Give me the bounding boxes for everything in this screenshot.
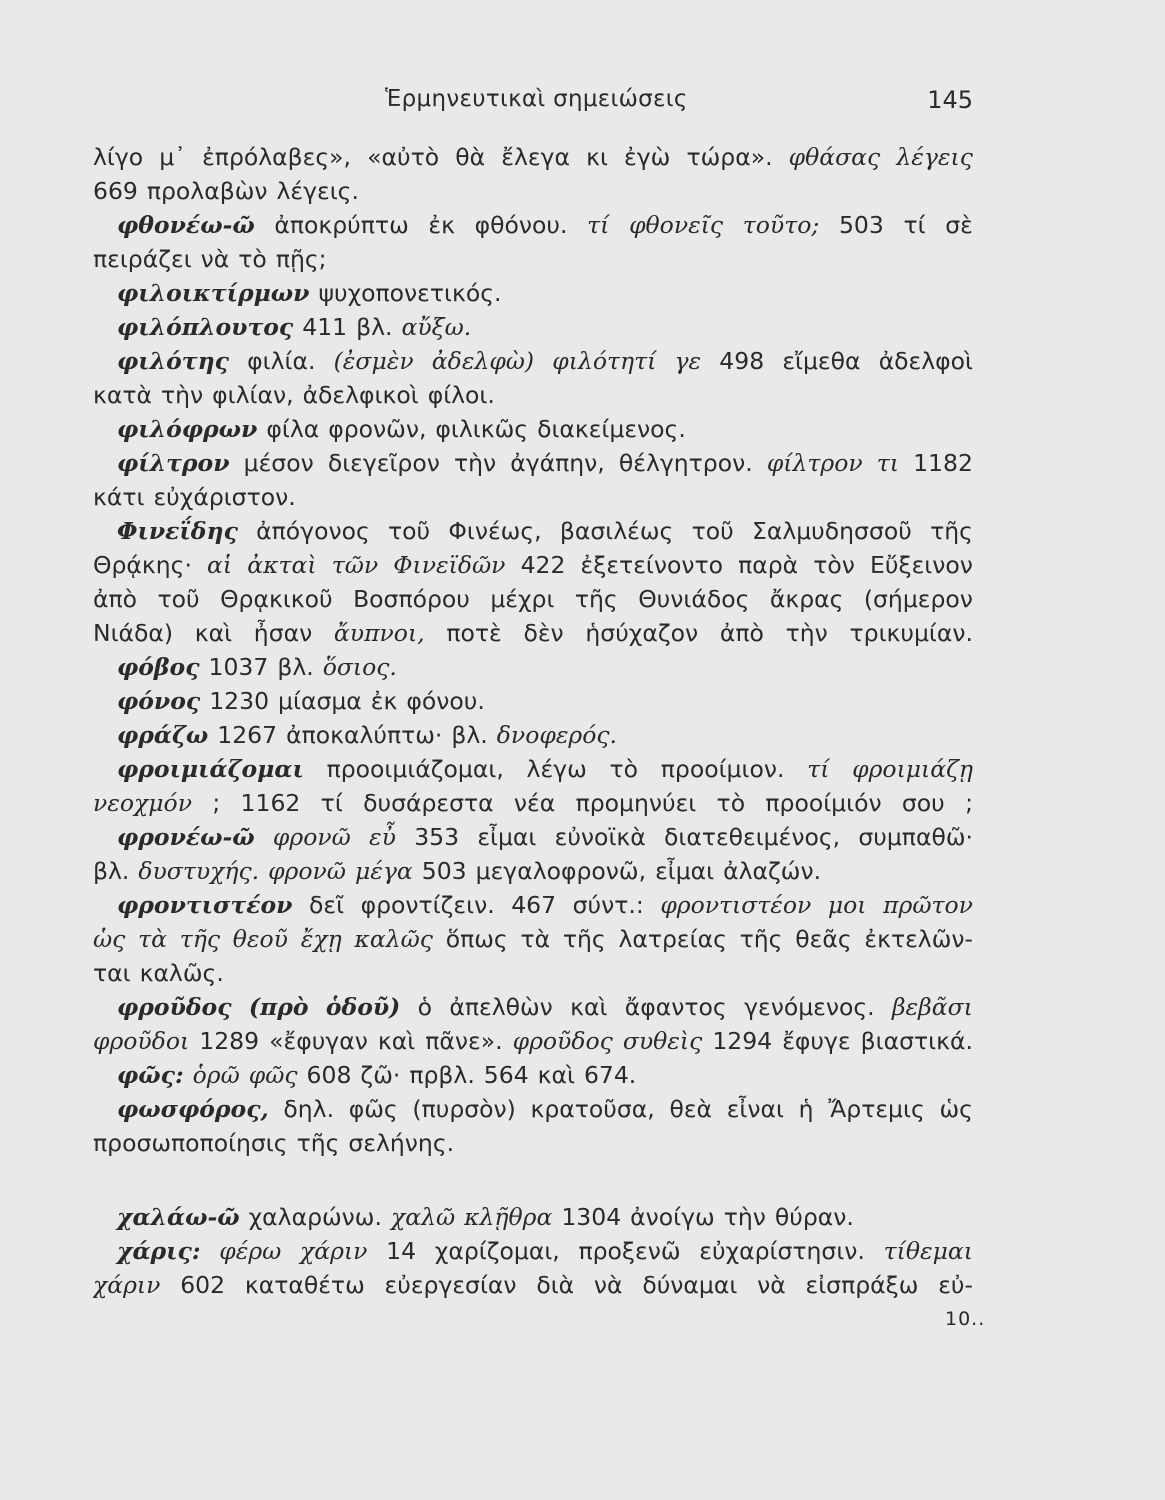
word: 608 xyxy=(306,1061,352,1089)
text-line xyxy=(93,208,973,242)
word: πῇς; xyxy=(275,245,327,273)
word: ; xyxy=(212,789,221,817)
headword: φιλότης xyxy=(117,347,229,375)
headword: φωσφόρος, xyxy=(117,1095,269,1123)
quoted-word: φέρω xyxy=(219,1237,282,1265)
text-line xyxy=(93,1200,973,1234)
word: χαλαρώνω. xyxy=(248,1203,382,1231)
text-line xyxy=(93,956,973,990)
word: 503 xyxy=(421,857,467,885)
word: τῆς xyxy=(930,517,973,545)
word: ὡς xyxy=(939,1095,973,1123)
text-line xyxy=(93,1024,973,1058)
text-line xyxy=(93,820,973,854)
word: εἶμαι xyxy=(655,857,715,885)
glossary-text xyxy=(93,140,973,1302)
word: βλ. xyxy=(277,653,314,681)
quoted-word: ἄυπνοι, xyxy=(333,619,425,647)
word: νὰ xyxy=(757,1271,786,1299)
word: 411 xyxy=(302,313,348,341)
word: γενόμενος. xyxy=(744,993,875,1021)
word: μίασμα xyxy=(278,687,362,715)
word: τὸ xyxy=(716,789,746,817)
headword: χάρις: xyxy=(117,1237,201,1265)
word: ἡ xyxy=(798,1095,814,1123)
word: ἐκ xyxy=(370,687,398,715)
word: καὶ xyxy=(570,993,608,1021)
quoted-word: κλῇθρα xyxy=(464,1203,553,1231)
word: ὁ xyxy=(417,993,433,1021)
word: προξενῶ xyxy=(578,1237,681,1265)
word: ἡσύχαζον xyxy=(585,619,699,647)
word: παρὰ xyxy=(738,551,799,579)
word: εἶναι xyxy=(726,1095,784,1123)
word: κατὰ xyxy=(93,381,152,409)
word: τὴν xyxy=(723,1203,766,1231)
quoted-word: ἔχῃ xyxy=(300,925,342,953)
text-line xyxy=(93,752,973,786)
quoted-word: ὁρῶ xyxy=(192,1061,240,1089)
word: βλ. xyxy=(356,313,393,341)
quoted-word: χάριν xyxy=(93,1271,161,1299)
text-line xyxy=(93,650,973,684)
quoted-word: Φινεϊδῶν xyxy=(393,551,506,579)
word: ἀδελφικοὶ xyxy=(302,381,419,409)
quoted-word: φροῦδος xyxy=(512,1027,613,1055)
word: δυσάρεστα xyxy=(363,789,494,817)
word: τὸν xyxy=(813,551,855,579)
quoted-word: φρονῶ xyxy=(272,823,351,851)
word: μέσον xyxy=(243,449,314,477)
word: νέα xyxy=(513,789,556,817)
text-line xyxy=(93,480,973,514)
quoted-word: ἀκταὶ xyxy=(247,551,317,579)
quoted-word: μέγα xyxy=(354,857,413,885)
word: διὰ xyxy=(536,1271,575,1299)
text-line xyxy=(93,582,973,616)
word: 1182 xyxy=(913,449,973,477)
text-line xyxy=(93,1234,973,1268)
word: δὲν xyxy=(523,619,564,647)
quoted-word: αὔξω. xyxy=(401,313,472,341)
headword: φροντιστέον xyxy=(117,891,293,919)
quoted-word: δυστυχής. xyxy=(138,857,260,885)
quoted-word: φροντιστέον xyxy=(660,891,812,919)
word: θέλγητρον. xyxy=(618,449,753,477)
text-line xyxy=(93,446,973,480)
word: ἐξετείνοντο xyxy=(580,551,724,579)
quoted-word: πρῶτον xyxy=(883,891,973,919)
word: Βοσπόρου xyxy=(353,585,470,613)
word: διεγεῖρον xyxy=(327,449,440,477)
word: Φινέως, xyxy=(448,517,542,545)
word: προοίμιόν xyxy=(765,789,882,817)
quoted-word: τί xyxy=(807,755,830,783)
headword: Φινεΐδης xyxy=(117,517,238,545)
running-title: Ἑρμηνευτικαὶ σημειώσεις xyxy=(385,86,688,112)
word: λίγο xyxy=(93,143,144,171)
page-number: 145 xyxy=(927,86,973,114)
word: κρατοῦσα, xyxy=(530,1095,655,1123)
word: 1230 xyxy=(209,687,270,715)
word: λέγεις. xyxy=(276,177,359,205)
word: ἀποκαλύπτω· xyxy=(286,721,443,749)
text-line xyxy=(93,718,973,752)
word: τώρα». xyxy=(686,143,773,171)
word: φροντίζειν. xyxy=(360,891,495,919)
word: ἀγάπην, xyxy=(510,449,605,477)
word: βιαστικά. xyxy=(860,1027,973,1055)
word: σελήνης. xyxy=(348,1129,455,1157)
word: ἐκ xyxy=(428,211,455,239)
word: ἀπελθὼν xyxy=(449,993,553,1021)
quoted-word: τὰ xyxy=(138,925,167,953)
word: διατεθειμένος, xyxy=(663,823,841,851)
word: 498 xyxy=(719,347,765,375)
text-line xyxy=(93,514,973,548)
word: τὰ xyxy=(520,925,551,953)
word: τὸ xyxy=(238,245,267,273)
text-line xyxy=(93,1268,973,1302)
word: εἶμαι xyxy=(477,823,537,851)
word: θύραν. xyxy=(774,1203,854,1231)
text-line xyxy=(93,378,973,412)
headword: φιλόφρων xyxy=(117,415,258,443)
word: φιλίαν, xyxy=(212,381,294,409)
word: ται xyxy=(93,959,131,987)
word: 1294 xyxy=(712,1027,773,1055)
word: ἀπὸ xyxy=(719,619,764,647)
word: πειράζει xyxy=(93,245,192,273)
word: τὴν xyxy=(785,619,828,647)
quoted-word: (ἐσμὲν xyxy=(333,347,414,375)
word: ἀποκρύπτω xyxy=(274,211,409,239)
headword: χαλάω-ῶ xyxy=(117,1203,240,1231)
word: σου xyxy=(901,789,945,817)
word: φρονῶν, xyxy=(328,415,427,443)
word: τοῦ xyxy=(691,517,734,545)
text-line xyxy=(93,1126,973,1160)
headword: ὁδοῦ) xyxy=(325,993,401,1021)
text-line xyxy=(93,548,973,582)
word: ἀδελφοὶ xyxy=(878,347,973,375)
text-line xyxy=(93,276,973,310)
text-line xyxy=(93,854,973,888)
word: θεὰ xyxy=(669,1095,713,1123)
word: ἐπρόλαβες», xyxy=(202,143,351,171)
word: 422 xyxy=(520,551,566,579)
quoted-word: φρονῶ xyxy=(268,857,346,885)
headword: φίλτρον xyxy=(117,449,230,477)
word: τοῦ xyxy=(388,517,431,545)
word: προμηνύει xyxy=(575,789,697,817)
text-line xyxy=(93,684,973,718)
word: σύντ.: xyxy=(572,891,644,919)
text-line xyxy=(93,1092,973,1126)
headword: φράζω xyxy=(117,721,209,749)
word: 1304 xyxy=(561,1203,622,1231)
word: φίλοι. xyxy=(427,381,495,409)
word: 503 xyxy=(838,211,884,239)
word: προσωποποίησις xyxy=(93,1129,288,1157)
word: ἀπόγονος xyxy=(256,517,370,545)
headword: (πρὸ xyxy=(248,993,309,1021)
word: τί xyxy=(903,211,926,239)
word: φίλα xyxy=(266,415,320,443)
word: τῆς xyxy=(562,925,606,953)
word: φθόνου. xyxy=(474,211,568,239)
word: βλ. xyxy=(451,721,488,749)
word: θεᾶς xyxy=(795,925,852,953)
word: φόνου. xyxy=(406,687,485,715)
word: ζῶ· xyxy=(360,1061,401,1089)
headword: φόνος xyxy=(117,687,201,715)
quoted-word: ὡς xyxy=(93,925,126,953)
word: ποτὲ xyxy=(446,619,502,647)
word: τρικυμίαν. xyxy=(849,619,973,647)
text-line xyxy=(93,990,973,1024)
text-line xyxy=(93,888,973,922)
word: προοίμιον. xyxy=(660,755,785,783)
word: εὐεργεσίαν xyxy=(384,1271,517,1299)
quoted-word: τοῦτο; xyxy=(742,211,820,239)
word: διακείμενος. xyxy=(537,415,686,443)
quoted-word: αἱ xyxy=(207,551,233,579)
word: «ἔφυγαν xyxy=(269,1027,368,1055)
quoted-word: μοι xyxy=(827,891,867,919)
word: φιλία. xyxy=(247,347,316,375)
word: 1037 xyxy=(208,653,269,681)
text-line xyxy=(93,344,973,378)
word: 669 xyxy=(93,177,138,205)
quoted-word: θεοῦ xyxy=(232,925,288,953)
headword: φροιμιάζομαι xyxy=(117,755,304,783)
word: ; xyxy=(965,789,973,817)
text-line xyxy=(93,616,973,650)
word: μεγαλοφρονῶ, xyxy=(475,857,647,885)
word: τὴν xyxy=(160,381,204,409)
quoted-word: τῶν xyxy=(331,551,379,579)
word: καὶ xyxy=(194,619,233,647)
word: 14 xyxy=(386,1237,417,1265)
word: εἰσπράξω xyxy=(805,1271,919,1299)
word: Νιάδα) xyxy=(93,619,174,647)
word: κάτι xyxy=(93,483,145,511)
word: ψυχοπονετικός. xyxy=(318,279,502,307)
word: κι xyxy=(586,143,608,171)
headword: φρονέω-ῶ xyxy=(117,823,255,851)
quoted-word: τίθεμαι xyxy=(883,1237,973,1265)
word: τὴν xyxy=(453,449,497,477)
word: θὰ xyxy=(455,143,486,171)
text-line xyxy=(93,242,973,276)
quoted-word: τῆς xyxy=(179,925,220,953)
word: βασιλέως xyxy=(559,517,674,545)
word: προοιμιάζομαι, xyxy=(326,755,504,783)
word: εὐ- xyxy=(938,1271,973,1299)
word: Σαλμυδησσοῦ xyxy=(751,517,912,545)
word: ἔλεγα xyxy=(501,143,570,171)
word: ἐκτελῶν- xyxy=(864,925,973,953)
quoted-word: συθεὶς xyxy=(622,1027,703,1055)
text-line xyxy=(93,1058,973,1092)
word: 1162 xyxy=(240,789,301,817)
word: 1267 xyxy=(217,721,278,749)
word: νὰ xyxy=(593,1271,623,1299)
word: λέγω xyxy=(526,755,587,783)
text-line xyxy=(93,174,973,208)
quoted-word: λέγεις xyxy=(896,143,973,171)
word: μέχρι xyxy=(490,585,555,613)
quoted-word: καλῶς xyxy=(354,925,433,953)
word: βλ. xyxy=(93,857,130,885)
word: Θρᾴκης· xyxy=(93,551,192,579)
word: (πυρσὸν) xyxy=(412,1095,516,1123)
word: ὅπως xyxy=(445,925,508,953)
word: χαρίζομαι, xyxy=(434,1237,560,1265)
word: σὲ xyxy=(945,211,973,239)
word: ἔφυγε xyxy=(782,1027,851,1055)
quoted-word: τι xyxy=(876,449,899,477)
word: λατρείας xyxy=(618,925,727,953)
word: 1289 xyxy=(199,1027,260,1055)
text-line xyxy=(93,412,973,446)
headword: φῶς: xyxy=(117,1061,184,1089)
quoted-word: χαλῶ xyxy=(390,1203,456,1231)
word: δηλ. xyxy=(283,1095,335,1123)
word: εὐνοϊκὰ xyxy=(554,823,646,851)
headword: φιλόπλουτος xyxy=(117,313,294,341)
word: τῆς xyxy=(739,925,783,953)
headword: φθονέω-ῶ xyxy=(117,211,255,239)
word: «αὐτὸ xyxy=(367,143,440,171)
word: καλῶς. xyxy=(139,959,224,987)
word: ἦσαν xyxy=(253,619,313,647)
word: 602 xyxy=(180,1271,226,1299)
word: νὰ xyxy=(200,245,230,273)
quoted-word: ἀδελφὼ) xyxy=(431,347,535,375)
quoted-word: φίλτρον xyxy=(766,449,863,477)
quoted-word: φῶς xyxy=(248,1061,298,1089)
word: εἴμεθα xyxy=(782,347,861,375)
quoted-word: χάριν xyxy=(300,1237,368,1265)
word: τῆς xyxy=(574,585,618,613)
word: ἄφαντος xyxy=(624,993,727,1021)
headword: φροῦδος xyxy=(117,993,232,1021)
quoted-word: βεβᾶσι xyxy=(891,993,973,1021)
word: Ἄρτεμις xyxy=(828,1095,925,1123)
quoted-word: φθάσας xyxy=(788,143,881,171)
word: ἀλαζών. xyxy=(723,857,822,885)
word: ἐγὼ xyxy=(624,143,671,171)
text-line xyxy=(93,310,973,344)
text-line xyxy=(93,786,973,820)
word: πρβλ. xyxy=(409,1061,475,1089)
word: καὶ xyxy=(377,1027,416,1055)
word: 467 xyxy=(511,891,557,919)
word: Εὔξεινον xyxy=(870,551,973,579)
quoted-word: φθονεῖς xyxy=(629,211,724,239)
word: Θρᾳκικοῦ xyxy=(220,585,333,613)
word: εὐχαρίστησιν. xyxy=(699,1237,865,1265)
word: καταθέτω xyxy=(244,1271,365,1299)
word: δύναμαι xyxy=(642,1271,738,1299)
headword: φιλοικτίρμων xyxy=(117,279,310,307)
signature-mark: 10.. xyxy=(945,1308,986,1330)
word: καὶ xyxy=(537,1061,575,1089)
headword: φόβος xyxy=(117,653,200,681)
word: φῶς xyxy=(348,1095,398,1123)
quoted-word: δνοφερός. xyxy=(496,721,618,749)
word: ἀνοίγω xyxy=(630,1203,715,1231)
word: εὐχάριστον. xyxy=(153,483,296,511)
word: ἀπὸ xyxy=(93,585,138,613)
word: δεῖ xyxy=(309,891,345,919)
word: 564 xyxy=(483,1061,529,1089)
word: συμπαθῶ· xyxy=(858,823,973,851)
quoted-word: τί xyxy=(587,211,610,239)
word: φιλικῶς xyxy=(435,415,529,443)
quoted-word: φιλότητί xyxy=(552,347,657,375)
word: 353 xyxy=(414,823,460,851)
quoted-word: νεοχμόν xyxy=(93,789,192,817)
word: προλαβὼν xyxy=(146,177,268,205)
word: 674. xyxy=(583,1061,637,1089)
word: (σήμερον xyxy=(863,585,973,613)
text-line xyxy=(93,140,973,174)
word: τοῦ xyxy=(157,585,200,613)
running-header xyxy=(93,86,973,122)
word: τὸ xyxy=(609,755,639,783)
text-line xyxy=(93,922,973,956)
word: πᾶνε». xyxy=(425,1027,503,1055)
word: τί xyxy=(320,789,343,817)
word: μ᾿ xyxy=(159,143,186,171)
word: Θυνιάδος xyxy=(638,585,750,613)
quoted-word: γε xyxy=(674,347,702,375)
word: τῆς xyxy=(296,1129,340,1157)
quoted-word: εὖ xyxy=(369,823,396,851)
word: ἄκρας xyxy=(769,585,844,613)
quoted-word: φροιμιάζῃ xyxy=(852,755,973,783)
quoted-word: φροῦδοι xyxy=(93,1027,190,1055)
quoted-word: ὅσιος. xyxy=(322,653,397,681)
